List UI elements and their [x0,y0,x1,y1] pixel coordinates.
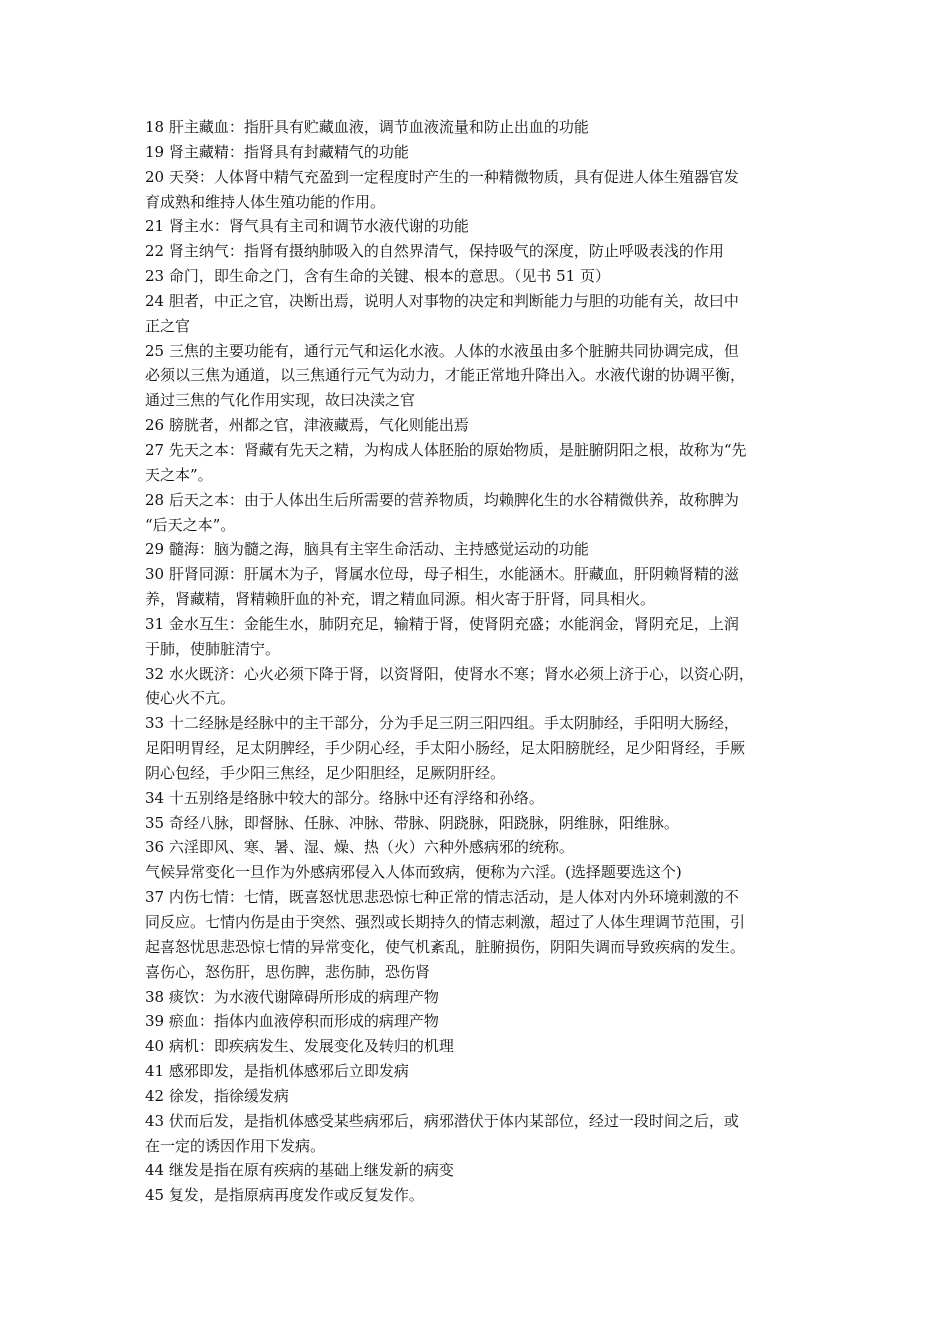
text-line: 必须以三焦为通道，以三焦通行元气为动力，才能正常地升降出入。水液代谢的协调平衡， [145,366,746,385]
text-line: 26 膀胱者，州都之官，津液藏焉，气化则能出焉 [145,416,469,435]
text-line: 通过三焦的气化作用实现，故曰决渎之官 [145,391,416,410]
text-line: 起喜怒忧思悲恐惊七情的异常变化，使气机紊乱，脏腑损伤，阴阳失调而导致疾病的发生。 [145,937,746,956]
text-line: 41 感邪即发，是指机体感邪后立即发病 [145,1062,409,1081]
text-line: 天之本”。 [145,465,213,484]
text-line: “后天之本”。 [145,515,236,534]
text-line: 27 先天之本：肾藏有先天之精，为构成人体胚胎的原始物质，是脏腑阴阳之根，故称为“先 [145,440,747,459]
text-line: 42 徐发，指徐缓发病 [145,1086,289,1105]
text-line: 33 十二经脉是经脉中的主干部分，分为手足三阴三阳四组。手太阴肺经，手阳明大肠经， [145,714,739,733]
text-line: 19 肾主藏精：指肾具有封藏精气的功能 [145,142,409,161]
text-line: 40 病机：即疾病发生、发展变化及转归的机理 [145,1037,454,1056]
text-line: 阴心包经，手少阳三焦经，足少阳胆经，足厥阴肝经。 [145,763,506,782]
text-line: 29 髓海：脑为髓之海，脑具有主宰生命活动、主持感觉运动的功能 [145,540,589,559]
text-line: 39 瘀血：指体内血液停积而形成的病理产物 [145,1012,439,1031]
text-line: 足阳明胃经，足太阴脾经，手少阴心经，手太阳小肠经，足太阳膀胱经，足少阳肾经，手厥 [145,739,746,758]
text-line: 44 继发是指在原有疾病的基础上继发新的病变 [145,1161,454,1180]
text-line: 25 三焦的主要功能有，通行元气和运化水液。人体的水液虽由多个脏腑共同协调完成，但 [145,341,739,360]
text-line: 使心火不亢。 [145,689,236,708]
text-line: 24 胆者，中正之官，决断出焉，说明人对事物的决定和判断能力与胆的功能有关，故曰中 [145,291,739,310]
document-body [145,115,810,1208]
text-line: 21 肾主水：肾气具有主司和调节水液代谢的功能 [145,217,469,236]
text-line: 喜伤心，怒伤肝，思伤脾，悲伤肺，恐伤肾 [145,962,431,981]
text-line: 育成熟和维持人体生殖功能的作用。 [145,192,386,211]
text-line: 于肺，使肺脏清宁。 [145,639,281,658]
text-line: 35 奇经八脉，即督脉、任脉、冲脉、带脉、阴跷脉，阳跷脉，阴维脉，阳维脉。 [145,813,679,832]
text-line: 32 水火既济：心火必须下降于肾，以资肾阳，使肾水不寒；肾水必须上济于心，以资心阴， [145,664,754,683]
text-line: 31 金水互生：金能生水，肺阴充足，输精于肾，使肾阴充盛；水能润金，肾阴充足，上润 [145,614,739,633]
text-line: 正之官 [145,316,191,335]
text-line: 37 内伤七情：七情，既喜怒忧思悲恐惊七种正常的情志活动，是人体对内外环境刺激的不 [145,888,739,907]
text-line: 43 伏而后发，是指机体感受某些病邪后，病邪潜伏于体内某部位，经过一段时间之后，或 [145,1111,739,1130]
text-line: 23 命门，即生命之门，含有生命的关键、根本的意思。（见书 51 页） [145,267,610,286]
text-line: 同反应。七情内伤是由于突然、强烈或长期持久的情志刺激，超过了人体生理调节范围，引 [145,913,746,931]
text-line: 气候异常变化一旦作为外感病邪侵入人体而致病，便称为六淫。(选择题要选这个) [145,863,682,882]
text-line: 30 肝肾同源：肝属木为子，肾属水位母，母子相生，水能涵木。肝藏血，肝阴赖肾精的滋 [145,565,739,584]
text-line: 18 肝主藏血：指肝具有贮藏血液，调节血液流量和防止出血的功能 [145,118,589,136]
text-line: 45 复发，是指原病再度发作或反复发作。 [145,1186,424,1205]
text-line: 在一定的诱因作用下发病。 [145,1136,326,1155]
text-line: 28 后天之本：由于人体出生后所需要的营养物质，均赖脾化生的水谷精微供养，故称脾为 [145,490,739,509]
text-line: 34 十五别络是络脉中较大的部分。络脉中还有浮络和孙络。 [145,788,544,807]
text-line: 38 痰饮：为水液代谢障碍所形成的病理产物 [145,987,439,1006]
text-line: 36 六淫即风、寒、暑、湿、燥、热（火）六种外感病邪的统称。 [145,838,574,857]
text-line: 22 肾主纳气：指肾有摄纳肺吸入的自然界清气，保持吸气的深度，防止呼吸表浅的作用 [145,242,724,261]
text-line: 养，肾藏精，肾精赖肝血的补充，谓之精血同源。相火寄于肝肾，同具相火。 [145,590,656,609]
text-line: 20 天癸：人体肾中精气充盈到一定程度时产生的一种精微物质，具有促进人体生殖器官发 [145,167,739,186]
